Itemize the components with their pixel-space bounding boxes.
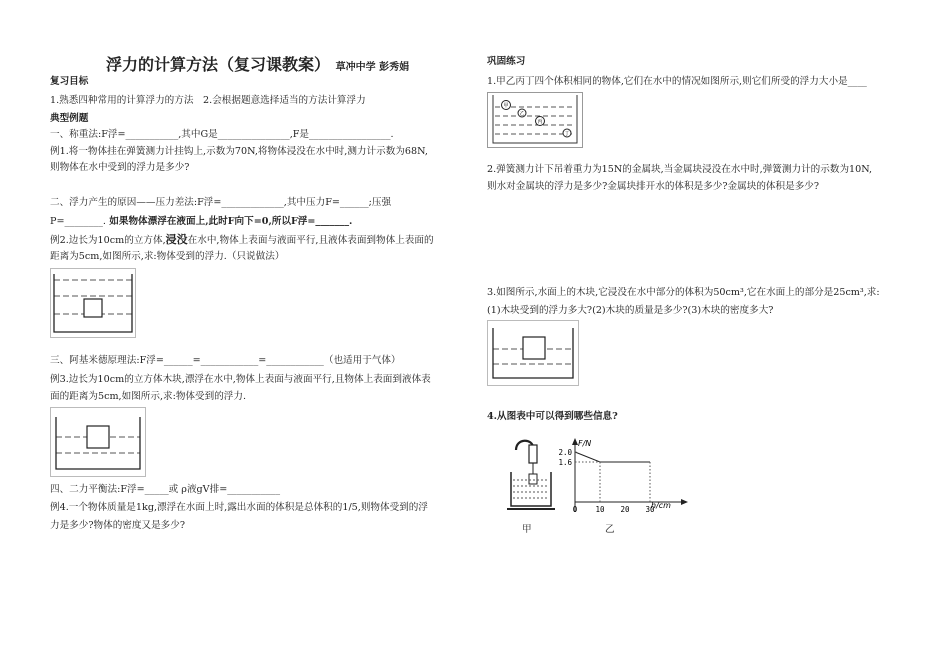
section-2-pressure-difference: 二、浮力产生的原因——压力差法:F浮=_____________,其中压力F=______;压强 xyxy=(50,197,392,208)
wooden-block-shape xyxy=(87,426,109,448)
example-1-line-1: 例1.将一物体挂在弹簧测力计挂钩上,示数为70N,将物体浸没在水中时,测力计示数为68N, xyxy=(50,146,428,157)
question-2-line-1: 2.弹簧测力计下吊着重力为15N的金属块,当金属块浸没在水中时,弹簧测力计的示数为10N, xyxy=(487,164,873,175)
floating-note: 如果物体漂浮在液面上,此时F向下=0,所以F浮=_______. xyxy=(105,216,353,227)
example-2-line-2: 距离为5cm,如图所示,求:物体受到的浮力.（只说做法） xyxy=(50,251,285,262)
section-3-archimedes: 三、阿基米德原理法:F浮=______=____________=____________（也适用于气体） xyxy=(50,355,401,366)
question-2-line-2: 则水对金属块的浮力是多少?金属块排开水的体积是多少?金属块的体积是多少? xyxy=(487,181,820,192)
caption-jia: 甲 xyxy=(522,524,532,535)
question-3-line-2: (1)木块受到的浮力多大?(2)木块的质量是多少?(3)木块的密度多大? xyxy=(487,305,774,316)
question-3-line-1: 3.如图所示,水面上的木块,它浸没在水中部分的体积为50cm³,它在水面上的部分是25cm³,求: xyxy=(487,287,880,298)
force-depth-line xyxy=(575,452,650,462)
y-tick-label-0: 2.0 xyxy=(558,448,572,457)
label-jia: 甲 xyxy=(503,103,509,109)
x-tick-label-0: 0 xyxy=(572,505,578,514)
goals-text: 1.熟悉四种常用的计算浮力的方法 2.会根据题意选择适当的方法计算浮力 xyxy=(50,95,366,106)
practice-heading: 巩固练习 xyxy=(487,56,526,67)
example-3-line-2: 面的距离为5cm,如图所示,求:物体受到的浮力. xyxy=(50,391,247,402)
label-ding: 丁 xyxy=(564,131,570,137)
section-4-balance: 四、二力平衡法:F浮=_____或 ρ液gV排=___________ xyxy=(50,484,281,495)
label-bing: 丙 xyxy=(537,119,543,125)
x-tick-label-1: 10 xyxy=(595,505,605,514)
example-1-line-2: 则物体在水中受到的浮力是多少? xyxy=(50,162,190,173)
x-tick-label-3: 30 xyxy=(645,505,655,514)
section-1-weighing-method: 一、称重法:F浮=___________,其中G是_______________,F是_________________. xyxy=(50,129,394,140)
block-shape xyxy=(523,337,545,359)
spring-scale-apparatus-figure xyxy=(507,436,553,516)
title-text: 浮力的计算方法（复习课教案） xyxy=(106,55,331,74)
question-3-figure xyxy=(487,320,579,386)
x-axis-label: h/cm xyxy=(651,501,671,510)
spring-scale-icon xyxy=(529,445,537,463)
y-axis-label: F/N xyxy=(578,439,592,448)
example-2-line-1 xyxy=(50,234,434,247)
metal-block-icon xyxy=(529,474,537,484)
example-3-figure xyxy=(50,407,146,477)
y-tick-label-1: 1.6 xyxy=(558,458,572,467)
question-1: 1.甲乙丙丁四个体积相同的物体,它们在水中的情况如图所示,则它们所受的浮力大小是____ xyxy=(487,76,867,87)
question-1-figure xyxy=(487,92,583,148)
pressure-formula: P=________. xyxy=(50,216,106,227)
question-4: 4.从图表中可以得到哪些信息? xyxy=(487,411,618,422)
page-title xyxy=(106,52,409,75)
author-subtitle: 草冲中学 彭秀娟 xyxy=(335,62,410,73)
x-tick-label-2: 20 xyxy=(620,505,630,514)
section-2-line-2 xyxy=(50,216,352,228)
example-3-line-1: 例3.边长为10cm的立方体木块,漂浮在水中,物体上表面与液面平行,且物体上表面到液体表 xyxy=(50,374,431,385)
force-depth-graph xyxy=(555,436,695,518)
example-2-figure xyxy=(50,268,136,338)
example-2-prefix: 例2.边长为10cm的立方体, xyxy=(50,235,166,246)
example-4-line-2: 力是多少?物体的密度又是多少? xyxy=(50,520,186,531)
example-4-line-1: 例4.一个物体质量是1kg,漂浮在水面上时,露出水面的体积是总体积的1/5,则物体受到的浮 xyxy=(50,502,428,513)
example-2-suffix: 在水中,物体上表面与液面平行,且液体表面到物体上表面的 xyxy=(187,235,434,246)
examples-heading: 典型例题 xyxy=(50,113,89,124)
goals-heading: 复习目标 xyxy=(50,76,89,87)
label-yi: 乙 xyxy=(519,111,525,117)
cube-shape xyxy=(84,299,102,317)
caption-yi: 乙 xyxy=(605,524,615,535)
example-2-keyword: 浸没 xyxy=(165,233,188,246)
